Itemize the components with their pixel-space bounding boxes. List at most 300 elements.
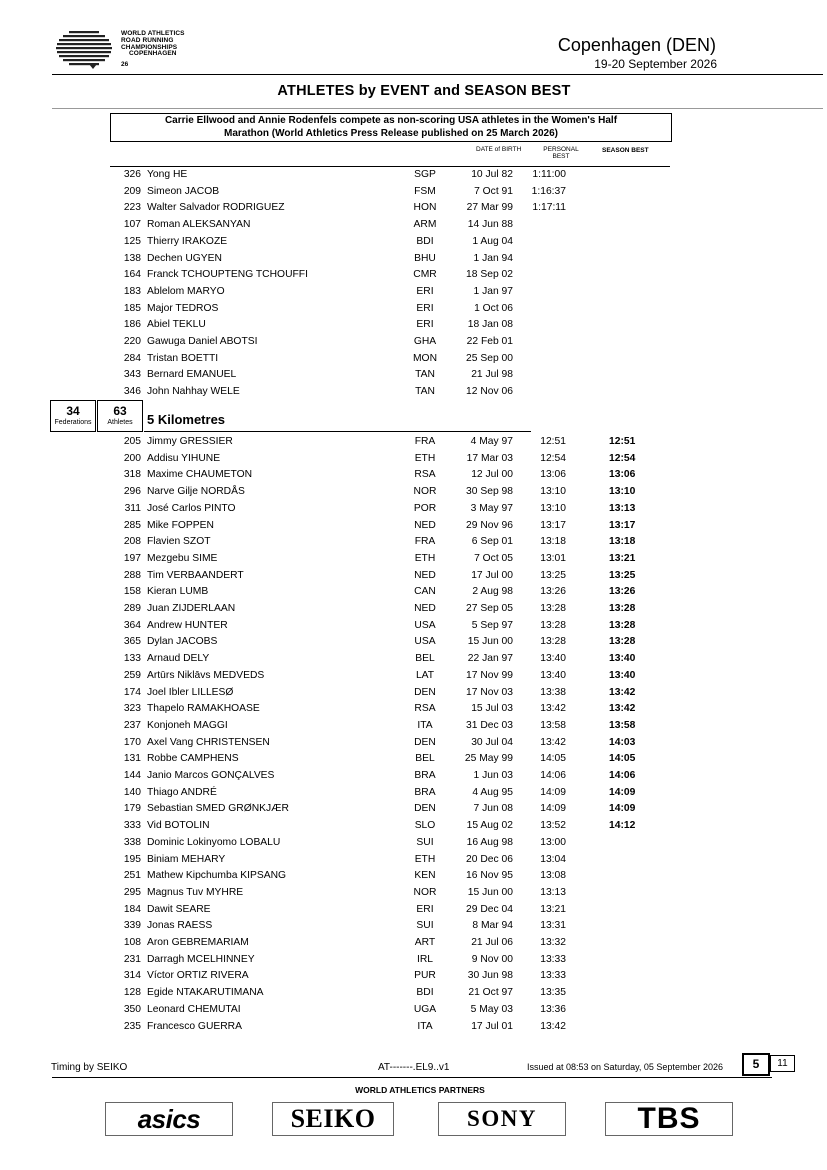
header-divider <box>52 74 823 75</box>
personal-best: 13:33 <box>540 953 566 965</box>
document-code: AT-------.EL9..v1 <box>378 1062 450 1073</box>
bib-number: 314 <box>123 970 141 982</box>
athlete-name: Joel Ibler LILLESØ <box>147 686 234 698</box>
logo-line: ROAD RUNNING <box>121 36 174 44</box>
athlete-name: Artūrs Niklāvs MEDVEDS <box>147 669 265 681</box>
nationality: SUI <box>416 920 434 932</box>
logo-line: COPENHAGEN <box>129 50 177 58</box>
date-of-birth: 6 Sep 01 <box>471 536 513 548</box>
athlete-name: Ablelom MARYO <box>147 285 225 297</box>
season-best: 14:09 <box>609 803 636 815</box>
nationality: GHA <box>413 336 437 347</box>
date-of-birth: 5 Sep 97 <box>471 619 513 631</box>
nationality: PUR <box>414 970 436 982</box>
globe-icon <box>55 28 117 70</box>
nationality: RSA <box>414 469 436 481</box>
athlete-name: Magnus Tuv MYHRE <box>147 886 244 898</box>
date-of-birth: 4 Aug 95 <box>472 786 513 798</box>
bib-number: 284 <box>123 352 141 364</box>
athlete-name: Aron GEBREMARIAM <box>147 937 249 948</box>
bib-number: 323 <box>123 703 141 715</box>
athlete-name: Flavien SZOT <box>147 536 211 548</box>
personal-best: 13:42 <box>540 703 566 715</box>
bib-number: 200 <box>123 452 141 464</box>
personal-best: 13:38 <box>540 686 566 698</box>
federations-count: 34 <box>66 404 80 418</box>
athlete-name: Gawuga Daniel ABOTSI <box>147 336 258 347</box>
athlete-name: Tim VERBAANDERT <box>147 569 244 581</box>
season-best: 14:06 <box>609 770 636 781</box>
personal-best: 13:00 <box>540 836 566 848</box>
date-of-birth: 1 Aug 04 <box>472 235 513 247</box>
nationality: ERI <box>416 285 434 297</box>
season-best: 14:09 <box>609 786 636 798</box>
personal-best: 13:21 <box>540 903 566 915</box>
column-header-divider <box>110 166 670 167</box>
date-of-birth: 21 Oct 97 <box>468 987 513 999</box>
federations-count-box <box>50 400 96 432</box>
bib-number: 296 <box>123 486 141 498</box>
bib-number: 220 <box>123 336 141 347</box>
date-of-birth: 18 Jan 08 <box>467 319 513 331</box>
nationality: IRL <box>416 953 434 965</box>
event-dates: 19-20 September 2026 <box>594 57 717 71</box>
date-of-birth: 15 Jun 00 <box>467 636 513 648</box>
bib-number: 343 <box>123 369 141 381</box>
athlete-name: Dechen UGYEN <box>147 252 222 264</box>
athletes-count: 63 <box>113 404 127 418</box>
nationality: ETH <box>414 452 436 464</box>
personal-best: 13:40 <box>540 653 566 665</box>
personal-best: 13:35 <box>540 987 566 999</box>
date-of-birth: 20 Dec 06 <box>466 853 513 865</box>
date-of-birth: 3 May 97 <box>470 502 513 514</box>
bib-number: 289 <box>123 603 141 614</box>
date-of-birth: 7 Oct 91 <box>474 185 513 197</box>
bib-number: 140 <box>123 786 141 798</box>
athlete-name: Biniam MEHARY <box>147 853 226 865</box>
athlete-name: Sebastian SMED GRØNKJÆR <box>147 803 289 815</box>
date-of-birth: 17 Nov 03 <box>466 686 513 698</box>
date-of-birth: 17 Jul 01 <box>471 1020 513 1032</box>
column-header-pb-line: BEST <box>552 153 570 160</box>
nationality: KEN <box>414 870 436 882</box>
athlete-name: Víctor ORTIZ RIVERA <box>147 970 249 982</box>
asics-logo: asics <box>105 1102 233 1136</box>
nationality: FSM <box>414 185 436 197</box>
nationality: NED <box>414 569 436 581</box>
nationality: RSA <box>414 703 436 715</box>
athlete-name: Thierry IRAKOZE <box>147 235 228 247</box>
nationality: NOR <box>413 486 437 498</box>
athlete-name: Leonard CHEMUTAI <box>147 1003 241 1015</box>
athlete-name: Yong HE <box>147 169 188 180</box>
nationality: NOR <box>413 886 437 898</box>
nationality: FRA <box>414 536 436 548</box>
season-best: 13:21 <box>609 552 636 564</box>
bib-number: 339 <box>123 920 141 932</box>
issued-timestamp: Issued at 08:53 on Saturday, 05 September 2026 <box>527 1062 723 1072</box>
bib-number: 185 <box>123 302 141 314</box>
logo-text <box>121 31 185 58</box>
nationality: BEL <box>415 653 435 665</box>
personal-best: 13:32 <box>540 937 566 948</box>
date-of-birth: 7 Jun 08 <box>473 803 513 815</box>
athletes-count-box <box>97 400 143 432</box>
nationality: TAN <box>415 369 435 381</box>
personal-best: 13:06 <box>540 469 566 481</box>
page-title: ATHLETES by EVENT and SEASON BEST <box>277 83 571 99</box>
season-best: 13:42 <box>609 686 636 698</box>
personal-best: 14:05 <box>540 753 566 765</box>
personal-best: 1:11:00 <box>532 169 566 180</box>
bib-number: 170 <box>123 736 141 748</box>
bib-number: 365 <box>123 636 141 648</box>
date-of-birth: 30 Jun 98 <box>467 970 513 982</box>
athlete-name: Robbe CAMPHENS <box>147 753 239 765</box>
athlete-name: José Carlos PINTO <box>147 502 236 514</box>
date-of-birth: 12 Nov 06 <box>466 386 513 398</box>
athlete-name: Kieran LUMB <box>147 586 209 598</box>
bib-number: 131 <box>123 753 141 765</box>
athlete-name: Andrew HUNTER <box>147 619 228 631</box>
personal-best: 13:28 <box>540 636 566 648</box>
athlete-name: Dawit SEARE <box>147 903 211 915</box>
logo-year: 26 <box>121 61 129 68</box>
bib-number: 179 <box>123 803 141 815</box>
bib-number: 259 <box>123 669 141 681</box>
personal-best: 13:36 <box>540 1003 566 1015</box>
column-header-pb <box>536 146 586 160</box>
nationality: UGA <box>413 1003 437 1015</box>
nationality: BRA <box>414 786 436 798</box>
date-of-birth: 5 May 03 <box>470 1003 513 1015</box>
personal-best: 13:17 <box>540 519 566 531</box>
date-of-birth: 15 Jun 00 <box>467 886 513 898</box>
personal-best: 13:26 <box>540 586 566 598</box>
personal-best: 13:40 <box>540 669 566 681</box>
athlete-name: Mike FOPPEN <box>147 519 214 531</box>
date-of-birth: 8 Mar 94 <box>472 920 513 932</box>
season-best: 13:28 <box>609 636 636 648</box>
date-of-birth: 7 Oct 05 <box>474 552 513 564</box>
athlete-name: Roman ALEKSANYAN <box>147 219 251 231</box>
nationality: ITA <box>417 1020 433 1032</box>
tbs-logo: TBS <box>605 1102 733 1136</box>
athlete-name: Thapelo RAMAKHOASE <box>147 703 260 715</box>
personal-best: 14:09 <box>540 803 566 815</box>
nationality: ERI <box>416 903 434 915</box>
athlete-name: Bernard EMANUEL <box>147 369 237 381</box>
date-of-birth: 25 May 99 <box>464 753 513 765</box>
athlete-name: Jimmy GRESSIER <box>147 436 233 447</box>
personal-best: 13:42 <box>540 1020 566 1032</box>
personal-best: 1:17:11 <box>532 202 566 214</box>
personal-best: 13:08 <box>540 870 566 882</box>
athlete-name: Thiago ANDRÉ <box>147 786 217 798</box>
bib-number: 125 <box>123 235 141 247</box>
personal-best: 13:10 <box>540 486 566 498</box>
date-of-birth: 30 Jul 04 <box>471 736 513 748</box>
nationality: DEN <box>414 686 436 698</box>
bib-number: 237 <box>123 719 141 731</box>
date-of-birth: 29 Nov 96 <box>466 519 513 531</box>
bib-number: 285 <box>123 519 141 531</box>
date-of-birth: 15 Jul 03 <box>471 703 513 715</box>
athlete-name: Francesco GUERRA <box>147 1020 242 1032</box>
athlete-name: Maxime CHAUMETON <box>147 469 253 481</box>
season-best: 13:25 <box>609 569 636 581</box>
date-of-birth: 1 Jan 94 <box>473 252 513 264</box>
season-best: 12:54 <box>609 452 636 464</box>
personal-best: 12:51 <box>540 436 566 447</box>
season-best: 14:05 <box>609 753 636 765</box>
season-best: 14:03 <box>609 736 636 748</box>
date-of-birth: 1 Jun 03 <box>473 770 513 781</box>
nationality: BRA <box>414 770 436 781</box>
nationality: DEN <box>414 736 436 748</box>
bib-number: 235 <box>123 1020 141 1032</box>
date-of-birth: 17 Nov 99 <box>466 669 513 681</box>
season-best: 13:28 <box>609 603 636 614</box>
season-best: 13:40 <box>609 653 636 665</box>
page-number: 5 <box>742 1053 770 1076</box>
bib-number: 231 <box>123 953 141 965</box>
nationality: BDI <box>416 987 434 999</box>
personal-best: 13:10 <box>540 502 566 514</box>
nationality: HON <box>413 202 437 214</box>
personal-best: 13:13 <box>540 886 566 898</box>
nationality: ETH <box>414 853 436 865</box>
season-best: 13:26 <box>609 586 636 598</box>
date-of-birth: 29 Dec 04 <box>466 903 513 915</box>
personal-best: 13:25 <box>540 569 566 581</box>
bib-number: 183 <box>123 285 141 297</box>
date-of-birth: 17 Jul 00 <box>471 569 513 581</box>
date-of-birth: 22 Jan 97 <box>467 653 513 665</box>
athlete-name: Mathew Kipchumba KIPSANG <box>147 870 287 882</box>
nationality: FRA <box>414 436 436 447</box>
logo-line: CHAMPIONSHIPS <box>121 43 178 51</box>
bib-number: 186 <box>123 319 141 331</box>
bib-number: 333 <box>123 820 141 832</box>
federations-label: Federations <box>54 419 92 426</box>
date-of-birth: 27 Mar 99 <box>466 202 513 214</box>
nationality: BDI <box>416 235 434 247</box>
bib-number: 209 <box>123 185 141 197</box>
athlete-name: Abiel TEKLU <box>147 319 206 331</box>
athlete-name: Franck TCHOUPTENG TCHOUFFI <box>147 269 308 281</box>
bib-number: 158 <box>123 586 141 598</box>
notice-line: Carrie Ellwood and Annie Rodenfels compete as non-scoring USA athletes in the Women's Half <box>164 115 618 126</box>
personal-best: 13:42 <box>540 736 566 748</box>
sony-logo: SONY <box>438 1102 566 1136</box>
personal-best: 13:01 <box>540 552 566 564</box>
nationality: CMR <box>413 269 437 281</box>
nationality: ARM <box>413 219 437 231</box>
bib-number: 364 <box>123 619 141 631</box>
athlete-name: Major TEDROS <box>147 302 219 314</box>
season-best: 14:12 <box>609 820 636 832</box>
date-of-birth: 30 Sep 98 <box>466 486 513 498</box>
nationality: SGP <box>414 169 436 180</box>
nationality: LAT <box>415 669 435 681</box>
bib-number: 107 <box>123 219 141 231</box>
date-of-birth: 16 Nov 95 <box>466 870 513 882</box>
championships-logo <box>55 28 195 72</box>
athlete-name: Tristan BOETTI <box>147 352 219 364</box>
athletes-label: Athletes <box>107 419 133 426</box>
nationality: POR <box>413 502 437 514</box>
nationality: NED <box>414 603 436 614</box>
bib-number: 350 <box>123 1003 141 1015</box>
bib-number: 318 <box>123 469 141 481</box>
bib-number: 338 <box>123 836 141 848</box>
season-best: 13:10 <box>609 486 636 498</box>
personal-best: 13:58 <box>540 719 566 731</box>
bib-number: 108 <box>123 937 141 948</box>
bib-number: 195 <box>123 853 141 865</box>
personal-best: 13:04 <box>540 853 566 865</box>
column-header-dob: DATE of BIRTH <box>476 146 522 153</box>
bib-number: 174 <box>123 686 141 698</box>
athlete-name: Arnaud DELY <box>147 653 210 665</box>
bib-number: 295 <box>123 886 141 898</box>
athlete-name: Axel Vang CHRISTENSEN <box>147 736 270 748</box>
athlete-name: Dylan JACOBS <box>147 636 218 648</box>
season-best: 12:51 <box>609 436 636 447</box>
bib-number: 288 <box>123 569 141 581</box>
seiko-logo: SEIKO <box>272 1102 394 1136</box>
bib-number: 138 <box>123 252 141 264</box>
personal-best: 1:16:37 <box>531 185 566 197</box>
date-of-birth: 17 Mar 03 <box>466 452 513 464</box>
date-of-birth: 14 Jun 88 <box>467 219 513 231</box>
athlete-name: Addisu YIHUNE <box>147 452 221 464</box>
nationality: USA <box>414 636 436 648</box>
nationality: MON <box>412 352 438 364</box>
date-of-birth: 10 Jul 82 <box>471 169 513 180</box>
season-best: 13:06 <box>609 469 636 481</box>
date-of-birth: 9 Nov 00 <box>471 953 513 965</box>
event-title-underline <box>144 431 531 432</box>
date-of-birth: 25 Sep 00 <box>466 352 513 364</box>
column-header-pb-line: PERSONAL <box>543 146 579 153</box>
date-of-birth: 4 May 97 <box>470 436 513 447</box>
nationality: SUI <box>416 836 434 848</box>
bib-number: 311 <box>124 502 141 514</box>
bib-number: 223 <box>123 202 141 214</box>
personal-best: 14:06 <box>540 770 566 781</box>
personal-best: 13:18 <box>540 536 566 548</box>
personal-best: 13:28 <box>540 619 566 631</box>
nationality: TAN <box>415 386 435 398</box>
date-of-birth: 2 Aug 98 <box>472 586 513 598</box>
athlete-name: John Nahhay WELE <box>147 386 240 398</box>
season-best: 13:17 <box>609 519 636 531</box>
nationality: USA <box>414 619 436 631</box>
athlete-name: Konjoneh MAGGI <box>147 719 228 731</box>
personal-best: 14:09 <box>540 786 566 798</box>
timing-credit: Timing by SEIKO <box>51 1062 128 1073</box>
nationality: ART <box>414 937 436 948</box>
date-of-birth: 15 Aug 02 <box>466 820 513 832</box>
season-best: 13:13 <box>609 502 636 514</box>
logo-line: WORLD ATHLETICS <box>121 30 185 37</box>
athlete-name: Simeon JACOB <box>147 185 220 197</box>
athlete-name: Dominic Lokinyomo LOBALU <box>147 836 281 848</box>
date-of-birth: 31 Dec 03 <box>466 719 513 731</box>
bib-number: 205 <box>123 436 141 447</box>
date-of-birth: 22 Feb 01 <box>466 336 513 347</box>
nationality: BHU <box>414 252 436 264</box>
nationality: ETH <box>414 552 436 564</box>
season-best: 13:18 <box>609 536 636 548</box>
personal-best: 13:33 <box>540 970 566 982</box>
notice-box <box>110 113 672 142</box>
partners-label: WORLD ATHLETICS PARTNERS <box>355 1085 485 1095</box>
notice-line: Marathon (World Athletics Press Release published on 25 March 2026) <box>224 128 558 139</box>
personal-best: 13:31 <box>540 920 566 932</box>
athlete-name: Janio Marcos GONÇALVES <box>147 770 275 781</box>
personal-best: 13:52 <box>540 820 566 832</box>
athlete-name: Juan ZIJDERLAAN <box>147 603 236 614</box>
date-of-birth: 16 Aug 98 <box>466 836 513 848</box>
column-header-sb: SEASON BEST <box>602 147 649 154</box>
total-pages: 11 <box>770 1055 795 1072</box>
bib-number: 208 <box>123 536 141 548</box>
bib-number: 346 <box>123 386 141 398</box>
season-best: 13:42 <box>609 703 636 715</box>
season-best: 13:28 <box>609 619 636 631</box>
season-best: 13:40 <box>609 669 636 681</box>
nationality: CAN <box>414 586 436 598</box>
nationality: DEN <box>414 803 436 815</box>
date-of-birth: 1 Oct 06 <box>474 302 513 314</box>
athlete-name: Jonas RAESS <box>147 920 213 932</box>
event-city: Copenhagen (DEN) <box>557 35 716 55</box>
bib-number: 128 <box>123 987 141 999</box>
athlete-name: Vid BOTOLIN <box>147 820 210 832</box>
nationality: ERI <box>416 302 434 314</box>
nationality: ERI <box>416 319 434 331</box>
bib-number: 164 <box>123 269 141 281</box>
personal-best: 12:54 <box>540 452 566 464</box>
athlete-name: Darragh MCELHINNEY <box>147 953 255 965</box>
bib-number: 144 <box>123 770 141 781</box>
date-of-birth: 12 Jul 00 <box>471 469 513 481</box>
date-of-birth: 1 Jan 97 <box>473 285 513 297</box>
title-divider <box>52 108 823 109</box>
athlete-name: Walter Salvador RODRIGUEZ <box>147 202 285 214</box>
nationality: SLO <box>414 820 436 832</box>
athlete-name: Mezgebu SIME <box>147 552 218 564</box>
bib-number: 326 <box>123 169 141 180</box>
event-title: 5 Kilometres <box>147 412 226 427</box>
date-of-birth: 21 Jul 06 <box>471 937 513 948</box>
bib-number: 251 <box>123 870 141 882</box>
nationality: NED <box>414 519 436 531</box>
nationality: ITA <box>417 719 433 731</box>
bib-number: 133 <box>123 653 141 665</box>
athlete-name: Narve Gilje NORDÅS <box>147 486 245 498</box>
athlete-name: Egide NTAKARUTIMANA <box>147 987 264 999</box>
date-of-birth: 27 Sep 05 <box>466 603 513 614</box>
season-best: 13:58 <box>609 719 636 731</box>
bib-number: 197 <box>123 552 141 564</box>
bib-number: 184 <box>123 903 141 915</box>
date-of-birth: 21 Jul 98 <box>471 369 513 381</box>
